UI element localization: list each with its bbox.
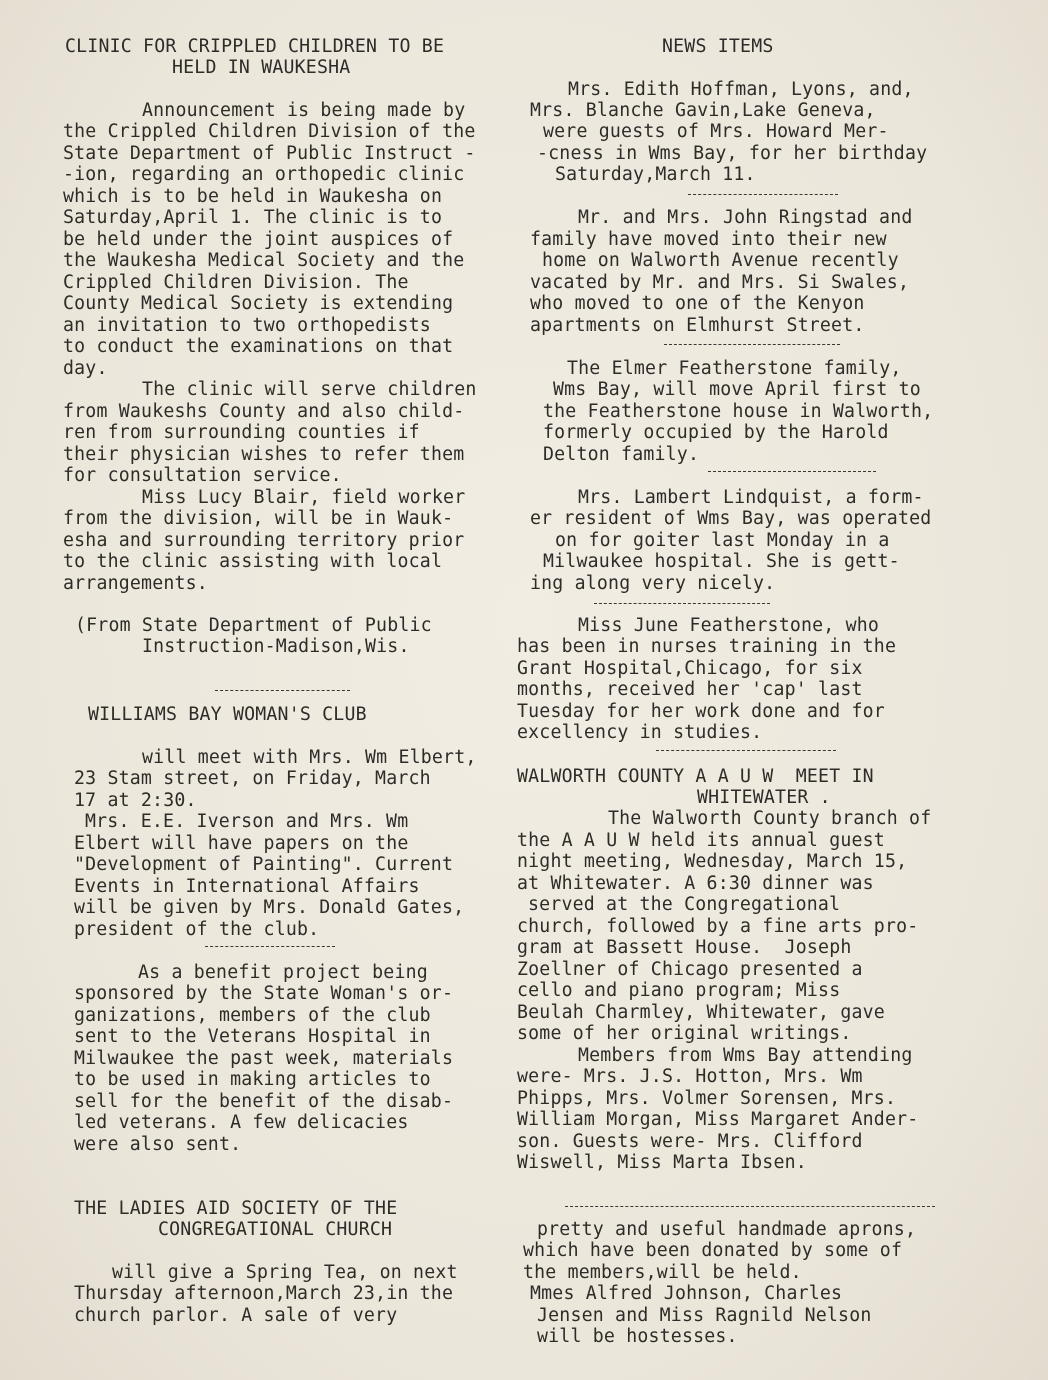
news-line: vacated by Mr. and Mrs. Si Swales,	[530, 272, 910, 293]
article-line: Zoellner of Chicago presented a	[517, 959, 863, 980]
article-line: gram at Bassett House. Joseph	[517, 937, 852, 958]
article-line: at Whitewater. A 6:30 dinner was	[517, 873, 874, 894]
news-line: Mr. and Mrs. John Ringstad and	[578, 207, 913, 228]
article-line: Crippled Children Division. The	[63, 272, 409, 293]
article-line: night meeting, Wednesday, March 15,	[517, 851, 908, 872]
article-line: were- Mrs. J.S. Hotton, Mrs. Wm	[517, 1066, 863, 1087]
article-line: be held under the joint auspices of	[63, 229, 454, 250]
article-line: from the division, will be in Wauk-	[63, 508, 454, 529]
article-line: the Waukesha Medical Society and the	[63, 250, 465, 271]
article-line: Members from Wms Bay attending	[578, 1045, 913, 1066]
news-line: Grant Hospital,Chicago, for six	[517, 658, 863, 679]
news-divider	[594, 603, 770, 604]
article-line: sponsored by the State Woman's or-	[74, 983, 454, 1004]
article-line: will be hostesses.	[537, 1326, 738, 1347]
news-line: The Elmer Featherstone family,	[567, 358, 902, 379]
news-line: who moved to one of the Kenyon	[530, 293, 865, 314]
article-heading: WILLIAMS BAY WOMAN'S CLUB	[88, 704, 367, 725]
article-line: The clinic will serve children	[142, 379, 477, 400]
article-line: were also sent.	[74, 1134, 242, 1155]
article-line: an invitation to two orthopedists	[63, 315, 431, 336]
article-line: church, followed by a fine arts pro-	[517, 916, 919, 937]
news-line: Tuesday for her work done and for	[517, 701, 885, 722]
article-line: will meet with Mrs. Wm Elbert,	[142, 747, 477, 768]
article-line: Mrs. E.E. Iverson and Mrs. Wm	[85, 811, 409, 832]
article-line: -ion, regarding an orthopedic clinic	[63, 164, 465, 185]
article-line: will be given by Mrs. Donald Gates,	[74, 897, 465, 918]
article-line: sell for the benefit of the disab-	[74, 1091, 454, 1112]
article-heading: WALWORTH COUNTY A A U W MEET IN	[517, 766, 874, 787]
news-divider	[708, 471, 876, 472]
article-line: sent to the Veterans Hospital in	[74, 1026, 431, 1047]
article-line: State Department of Public Instruct -	[63, 143, 476, 164]
article-heading: THE LADIES AID SOCIETY OF THE	[74, 1198, 398, 1219]
news-line: Saturday,March 11.	[555, 164, 756, 185]
news-line: Delton family.	[543, 444, 700, 465]
article-line: the A A U W held its annual guest	[517, 830, 885, 851]
news-line: has been in nurses training in the	[517, 636, 897, 657]
news-line: Mrs. Edith Hoffman, Lyons, and,	[568, 79, 914, 100]
news-line: Wms Bay, will move April first to	[553, 379, 921, 400]
article-line: son. Guests were- Mrs. Clifford	[517, 1131, 863, 1152]
article-line: esha and surrounding territory prior	[63, 530, 465, 551]
news-line: family have moved into their new	[530, 229, 887, 250]
news-line: Milwaukee hospital. She is gett-	[543, 551, 900, 572]
article-line: Elbert will have papers on the	[74, 833, 409, 854]
section-divider	[215, 690, 350, 691]
article-line: 17 at 2:30.	[74, 790, 197, 811]
article-line: church parlor. A sale of very	[74, 1305, 398, 1326]
article-line: which have been donated by some of	[523, 1240, 903, 1261]
news-line: on for goiter last Monday in a	[555, 530, 890, 551]
news-line: -cness in Wms Bay, for her birthday	[537, 143, 928, 164]
article-line: William Morgan, Miss Margaret Ander-	[517, 1109, 919, 1130]
article-line: ren from surrounding counties if	[63, 422, 420, 443]
article-line: Thursday afternoon,March 23,in the	[74, 1283, 454, 1304]
article-source: Instruction-Madison,Wis.	[142, 636, 410, 657]
news-divider	[688, 194, 838, 195]
article-line: day.	[63, 358, 108, 379]
article-line: from Waukeshs County and also child-	[63, 401, 465, 422]
news-line: Mrs. Blanche Gavin,Lake Geneva,	[530, 100, 876, 121]
article-line: their physician wishes to refer them	[63, 444, 465, 465]
article-source: (From State Department of Public	[75, 615, 432, 636]
article-line: Jensen and Miss Ragnild Nelson	[537, 1305, 872, 1326]
article-line: served at the Congregational	[528, 894, 841, 915]
article-line: Announcement is being made by	[142, 100, 466, 121]
article-heading: HELD IN WAUKESHA	[172, 57, 351, 78]
article-heading: WHITEWATER .	[697, 787, 831, 808]
news-divider	[656, 750, 836, 751]
article-line: the Crippled Children Division of the	[63, 121, 476, 142]
article-line: Saturday,April 1. The clinic is to	[63, 207, 443, 228]
article-line: Events in International Affairs	[74, 876, 420, 897]
article-line: Mmes Alfred Johnson, Charles	[530, 1283, 843, 1304]
article-line: pretty and useful handmade aprons,	[537, 1219, 917, 1240]
article-heading: CONGREGATIONAL CHURCH	[158, 1219, 393, 1240]
news-line: Miss June Featherstone, who	[578, 615, 880, 636]
article-line: arrangements.	[63, 573, 208, 594]
article-line: The Walworth County branch of	[608, 808, 932, 829]
article-line: which is to be held in Waukesha on	[63, 186, 443, 207]
news-divider	[664, 344, 840, 345]
section-heading: NEWS ITEMS	[662, 36, 774, 57]
news-line: ing along very nicely.	[530, 573, 776, 594]
article-line: Milwaukee the past week, materials	[74, 1048, 454, 1069]
article-line: "Development of Painting". Current	[74, 854, 454, 875]
article-line: some of her original writings.	[517, 1023, 852, 1044]
article-heading: CLINIC FOR CRIPPLED CHILDREN TO BE	[65, 36, 445, 57]
news-line: er resident of Wms Bay, was operated	[530, 508, 932, 529]
article-line: for consultation service.	[63, 465, 342, 486]
article-line: cello and piano program; Miss	[517, 980, 841, 1001]
article-line: to be used in making articles to	[74, 1069, 431, 1090]
section-divider	[565, 1206, 935, 1207]
article-line: president of the club.	[74, 919, 320, 940]
article-line: the members,will be held.	[523, 1262, 802, 1283]
article-line: Wiswell, Miss Marta Ibsen.	[517, 1152, 807, 1173]
news-line: home on Walworth Avenue recently	[542, 250, 899, 271]
news-line: Mrs. Lambert Lindquist, a form-	[578, 487, 924, 508]
article-line: to the clinic assisting with local	[63, 551, 443, 572]
news-line: apartments on Elmhurst Street.	[530, 315, 865, 336]
article-line: Miss Lucy Blair, field worker	[142, 487, 466, 508]
section-divider	[205, 946, 335, 947]
article-line: Beulah Charmley, Whitewater, gave	[517, 1002, 885, 1023]
news-line: months, received her 'cap' last	[517, 679, 863, 700]
news-line: were guests of Mrs. Howard Mer-	[543, 121, 889, 142]
article-line: to conduct the examinations on that	[63, 336, 454, 357]
article-line: Phipps, Mrs. Volmer Sorensen, Mrs.	[517, 1088, 897, 1109]
article-line: will give a Spring Tea, on next	[112, 1262, 458, 1283]
article-line: led veterans. A few delicacies	[74, 1112, 409, 1133]
news-line: the Featherstone house in Walworth,	[543, 401, 934, 422]
news-line: formerly occupied by the Harold	[543, 422, 889, 443]
article-line: ganizations, members of the club	[74, 1005, 431, 1026]
article-line: County Medical Society is extending	[63, 293, 454, 314]
article-line: 23 Stam street, on Friday, March	[74, 768, 431, 789]
news-line: excellency in studies.	[517, 722, 763, 743]
article-line: As a benefit project being	[138, 962, 428, 983]
